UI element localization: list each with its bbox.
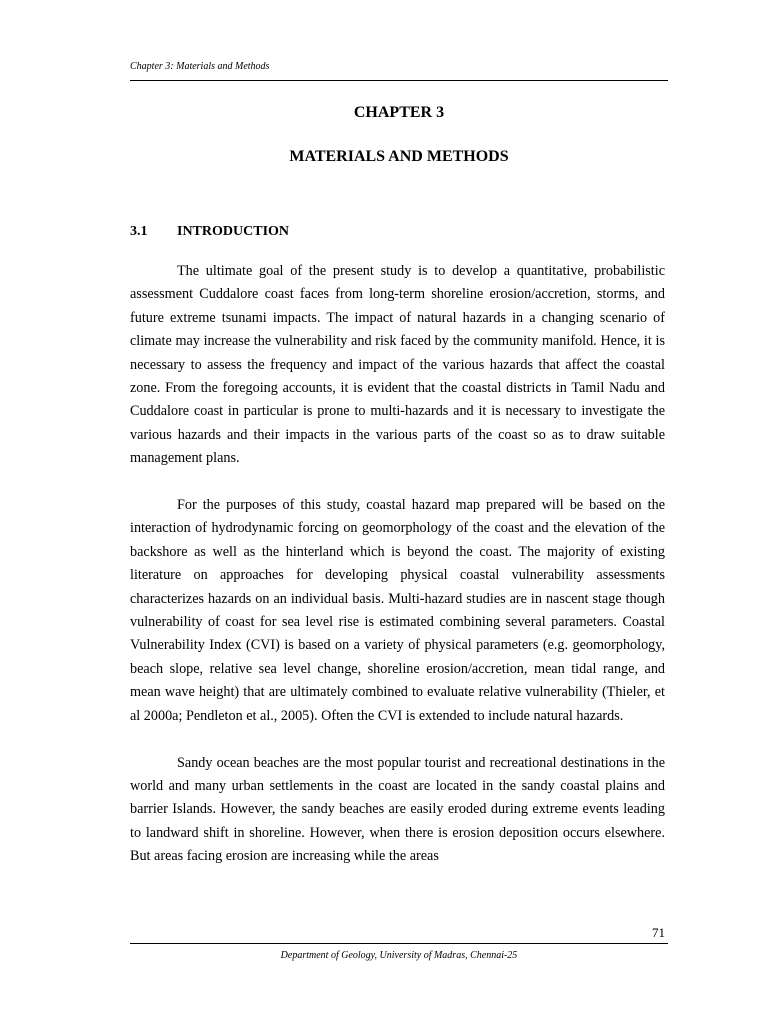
paragraph-1: The ultimate goal of the present study is to develop a quantitative, probabilistic assessment Cuddalore coast faces from long-term shoreline erosion/accretion, storms, and future extreme tsunami impacts. The impact of natural hazards in a changing scenario of climate may increase the vulnerability and risk faced by the community manifold. Hence, it is necessary to assess the frequency and impact of the various hazards that affect the coastal zone. From the foregoing accounts, it is evident that the coastal districts in Tamil Nadu and Cuddalore coast in particular is prone to multi-hazards and it is necessary to investigate the various hazards and their impacts in the various parts of the coast so as to draw suitable management plans. <box>130 263 665 467</box>
section-heading <box>130 224 289 240</box>
body-text <box>130 260 665 892</box>
header-rule <box>130 80 668 81</box>
footer-rule <box>130 943 668 944</box>
page-number: 71 <box>652 925 665 940</box>
chapter-number: CHAPTER 3 <box>353 104 445 121</box>
paragraph-2: For the purposes of this study, coastal hazard map prepared will be based on the interaction of hydrodynamic forcing on geomorphology of the coast and the elevation of the backshore as well as the hinterland which is beyond the coast. The majority of existing literature on approaches for developing physical coastal vulnerability assessments characterizes hazards on an individual basis. Multi-hazard studies are in nascent stage though vulnerability of coast for sea level rise is estimated combining several parameters. Coastal Vulnerability Index (CVI) is based on a variety of physical parameters (e.g. geomorphology, beach slope, relative sea level change, shoreline erosion/accretion, mean tidal range, and mean wave height) that are ultimately combined to evaluate relative vulnerability (Thieler, et al 2000a; Pendleton et al., 2005). Often the CVI is extended to include natural hazards. <box>130 497 665 724</box>
section-title: INTRODUCTION <box>177 224 290 239</box>
running-footer: Department of Geology, University of Madras, Chennai-25 <box>280 950 518 961</box>
paragraph-3: Sandy ocean beaches are the most popular tourist and recreational destinations in the world and many urban settlements in the coast are located in the sandy coastal plains and barrier Islands. However, the sandy beaches are easily eroded during extreme events leading to landward shift in shoreline. However, when there is erosion deposition occurs elsewhere. But areas facing erosion are increasing while the areas <box>130 754 665 865</box>
section-number: 3.1 <box>130 224 148 239</box>
chapter-title: MATERIALS AND METHODS <box>289 148 509 165</box>
running-header: Chapter 3: Materials and Methods <box>130 61 270 72</box>
